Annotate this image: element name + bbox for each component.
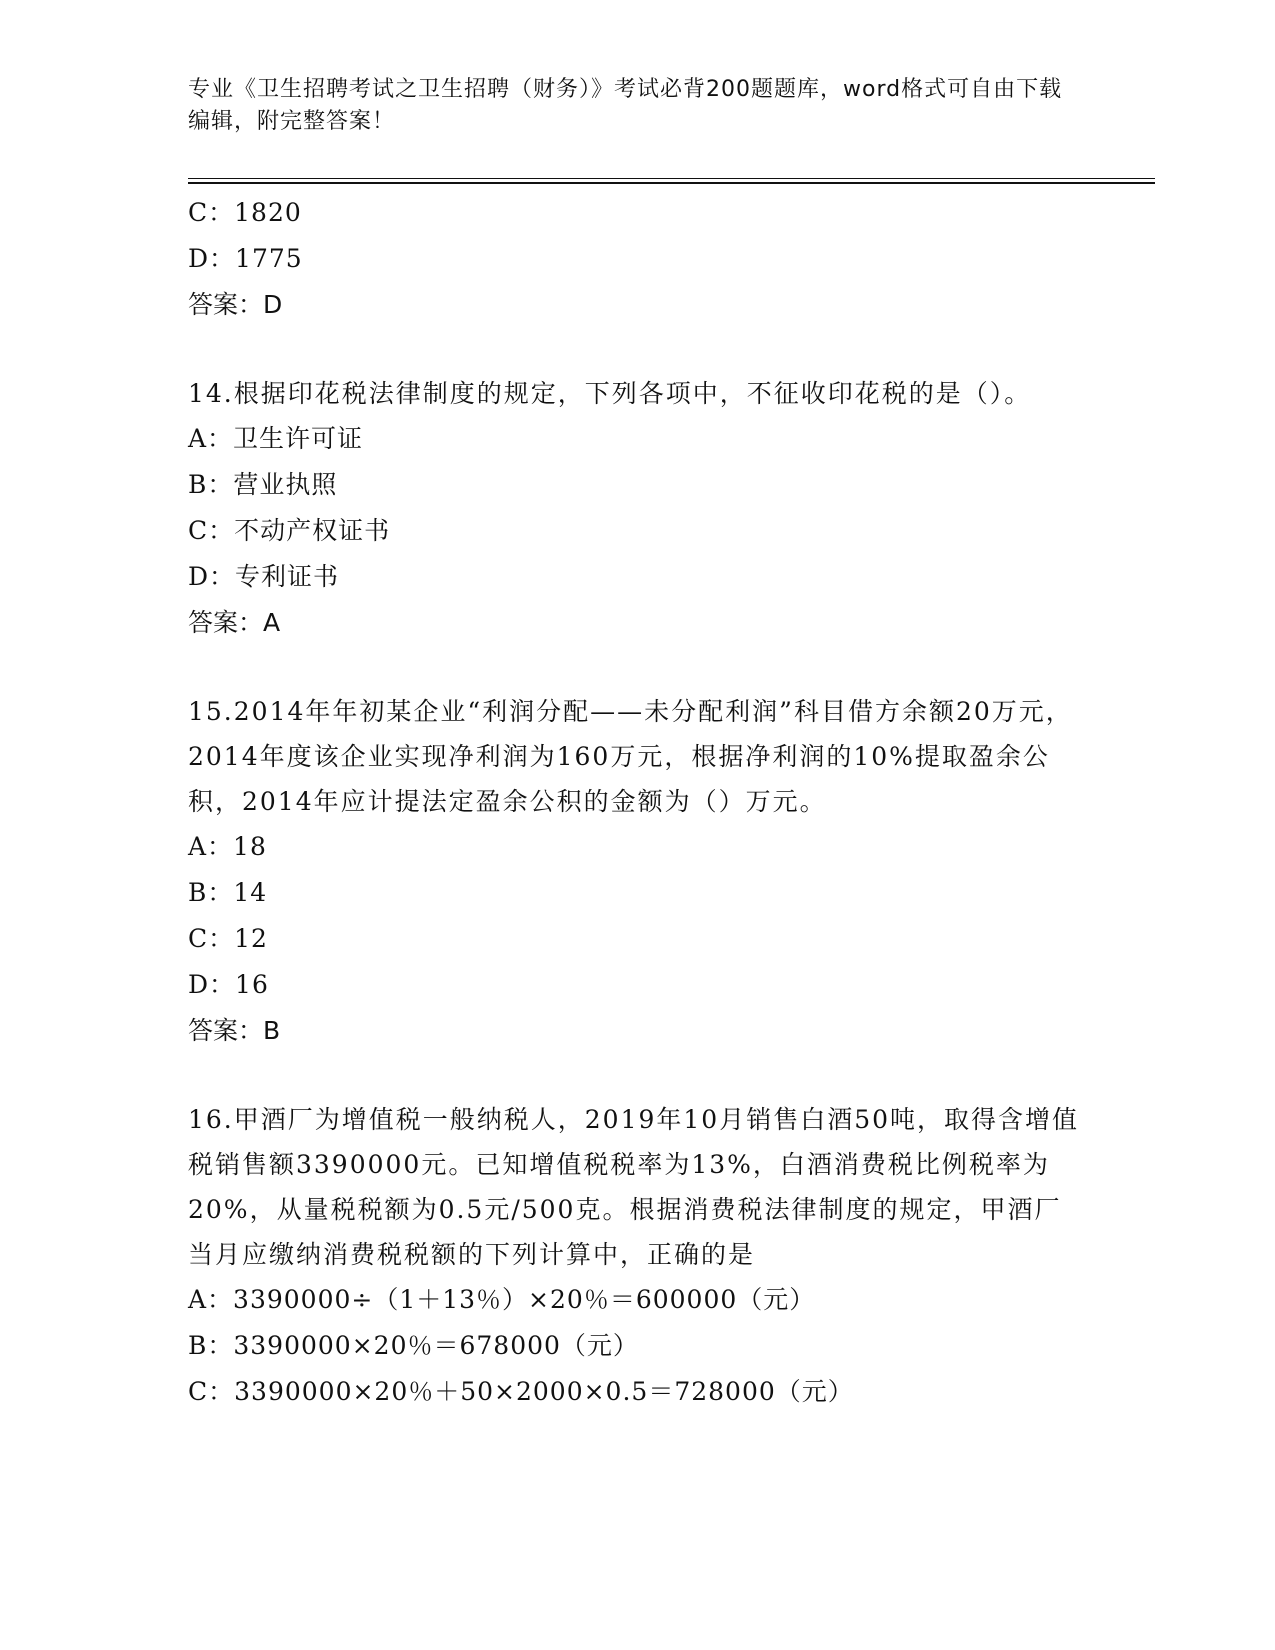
- option-c: C：3390000×20％＋50×2000×0.5＝728000（元）: [188, 1377, 854, 1406]
- answer-line: 答案：D: [188, 290, 283, 319]
- option-d: D：16: [188, 970, 269, 999]
- option-d: D：专利证书: [188, 562, 340, 591]
- option-b: B：营业执照: [188, 470, 338, 499]
- option-a: A：18: [188, 832, 267, 861]
- header-rule-thin: [188, 178, 1155, 179]
- answer-line: 答案：A: [188, 608, 281, 637]
- answer-line: 答案：B: [188, 1016, 281, 1045]
- document-header: 专业《卫生招聘考试之卫生招聘（财务）》考试必背200题题库，word格式可自由下载编辑，附完整答案！: [188, 77, 1063, 134]
- header-rule-thick: [188, 182, 1155, 184]
- question-stem: 15.2014年年初某企业“利润分配——未分配利润”科目借方余额20万元，2014年度该企业实现净利润为160万元，根据净利润的10%提取盈余公积，2014年应计提法定盈余公积的金额为（）万元。: [188, 697, 1073, 816]
- question-stem: 16.甲酒厂为增值税一般纳税人，2019年10月销售白酒50吨，取得含增值税销售额3390000元。已知增值税税率为13%，白酒消费税比例税率为20%，从量税税额为0.5元/500克。根据消费税法律制度的规定，甲酒厂当月应缴纳消费税税额的下列计算中，正确的是: [188, 1105, 1080, 1269]
- option-c: C：1820: [188, 198, 302, 227]
- option-b: B：3390000×20％＝678000（元）: [188, 1331, 639, 1360]
- option-d: D：1775: [188, 244, 303, 273]
- previous-question-tail: [188, 190, 1088, 328]
- question-stem: 14.根据印花税法律制度的规定，下列各项中，不征收印花税的是（）。: [188, 379, 1032, 408]
- option-c: C：不动产权证书: [188, 516, 391, 545]
- option-a: A：卫生许可证: [188, 424, 364, 453]
- question-content: [188, 190, 1088, 1415]
- question-16: [188, 1097, 1088, 1415]
- option-a: A：3390000÷（1＋13％）×20％＝600000（元）: [188, 1285, 816, 1314]
- question-14: [188, 371, 1088, 646]
- option-b: B：14: [188, 878, 268, 907]
- question-15: [188, 689, 1088, 1054]
- option-c: C：12: [188, 924, 268, 953]
